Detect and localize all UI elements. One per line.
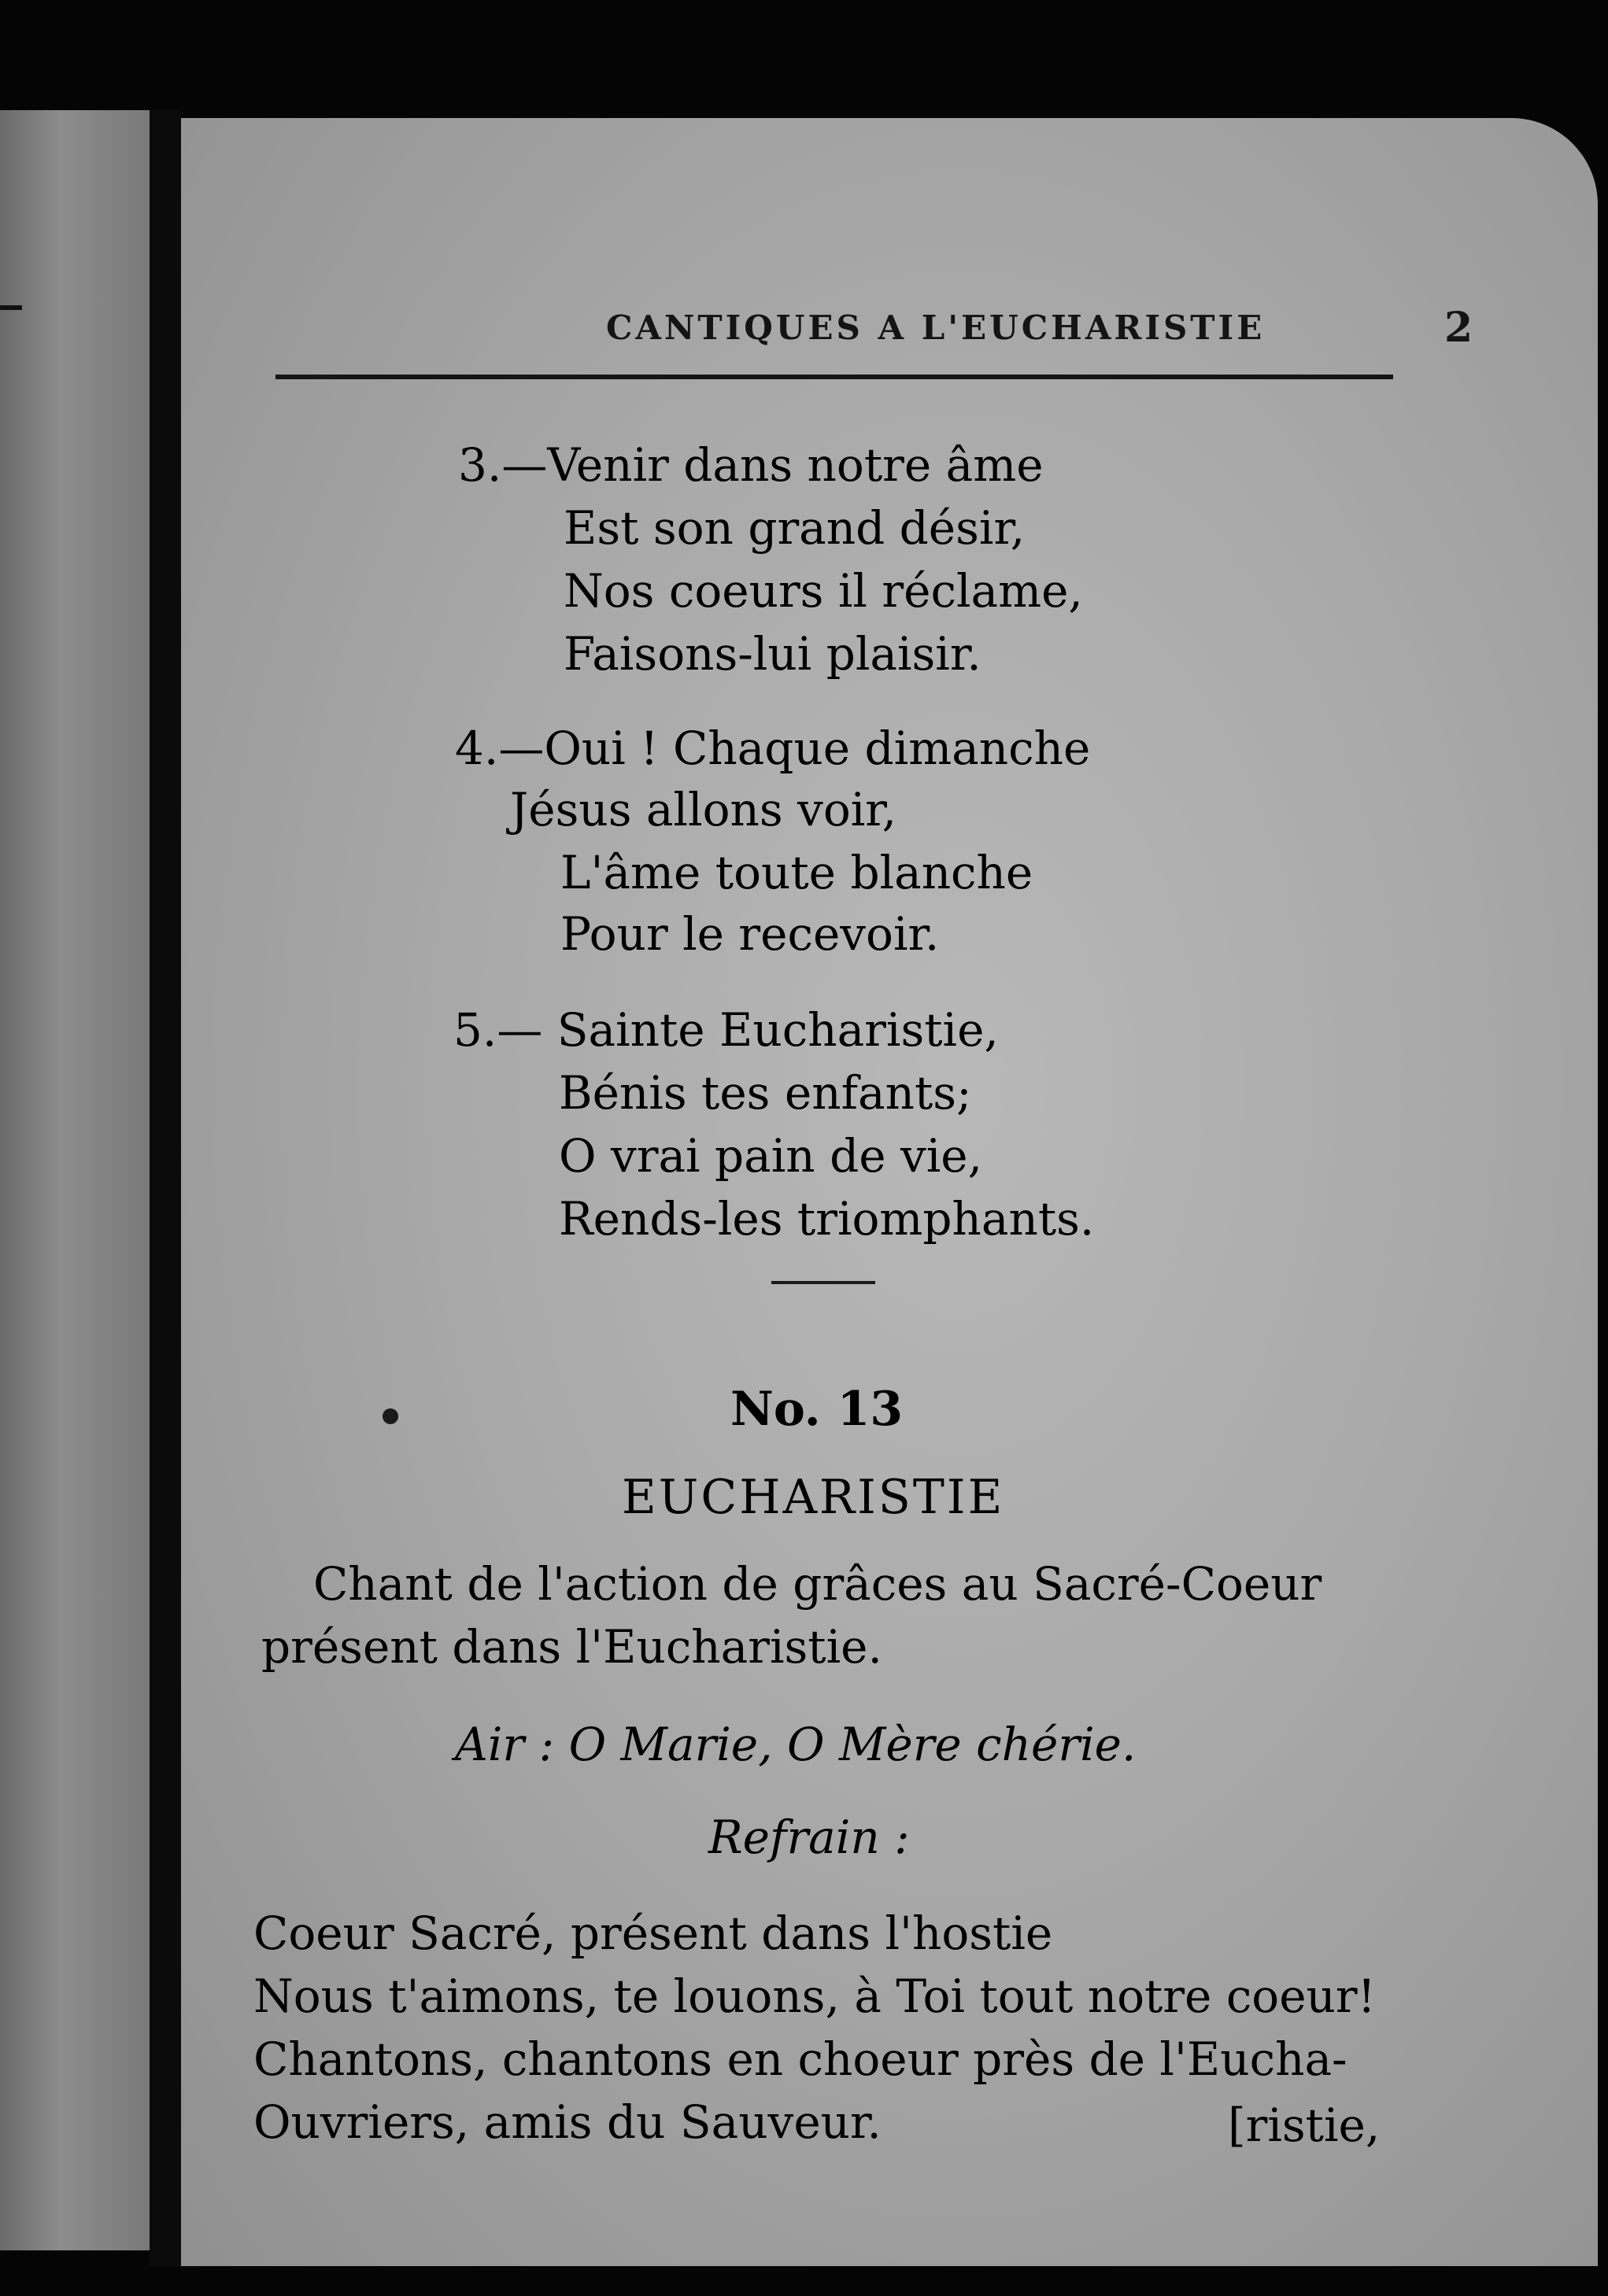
page-header [275,304,1578,364]
hymn-number: No. 13 [730,1382,904,1437]
verse-line: 4.—Oui ! Chaque dimanche [455,722,1091,775]
verse-line: Nos coeurs il réclame, [564,564,1083,618]
section-separator [771,1281,875,1284]
verse-line: L'âme toute blanche [560,846,1033,899]
left-page-mark [0,305,22,310]
hymn-description-cont: présent dans l'Eucharistie. [261,1620,882,1674]
refrain-overflow: [ristie, [1228,2099,1381,2152]
refrain-line: Nous t'aimons, te louons, à Toi tout notre coeur! [253,1969,1376,2023]
verse-line: Pour le recevoir. [560,907,940,961]
header-rule [275,375,1393,379]
verse-line: Bénis tes enfants; [559,1066,972,1120]
verse-line: Rends-les triomphants. [559,1192,1095,1246]
refrain-line: Chantons, chantons en choeur près de l'Eucha- [253,2032,1347,2086]
book-gutter [150,110,181,2266]
page-number: 2 [1444,304,1473,352]
running-title: CANTIQUES A L'EUCHARISTIE [606,308,1266,347]
left-page-edge [0,110,150,2250]
refrain-line: Ouvriers, amis du Sauveur. [253,2095,882,2149]
verse-line: Est son grand désir, [564,501,1026,555]
verse-line: Jésus allons voir, [510,783,897,836]
verse-line: 5.— Sainte Eucharistie, [453,1003,999,1057]
refrain-line: Coeur Sacré, présent dans l'hostie [253,1907,1053,1960]
refrain-label: Refrain : [708,1811,910,1864]
verse-line: O vrai pain de vie, [559,1129,983,1183]
hymn-air: Air : O Marie, O Mère chérie. [455,1718,1137,1771]
hymn-description: Chant de l'action de grâces au Sacré-Coeur [313,1557,1322,1611]
bullet-mark [383,1408,398,1424]
verse-line: 3.—Venir dans notre âme [458,438,1044,492]
verse-line: Faisons-lui plaisir. [564,627,981,681]
hymn-title: EUCHARISTIE [622,1470,1005,1525]
